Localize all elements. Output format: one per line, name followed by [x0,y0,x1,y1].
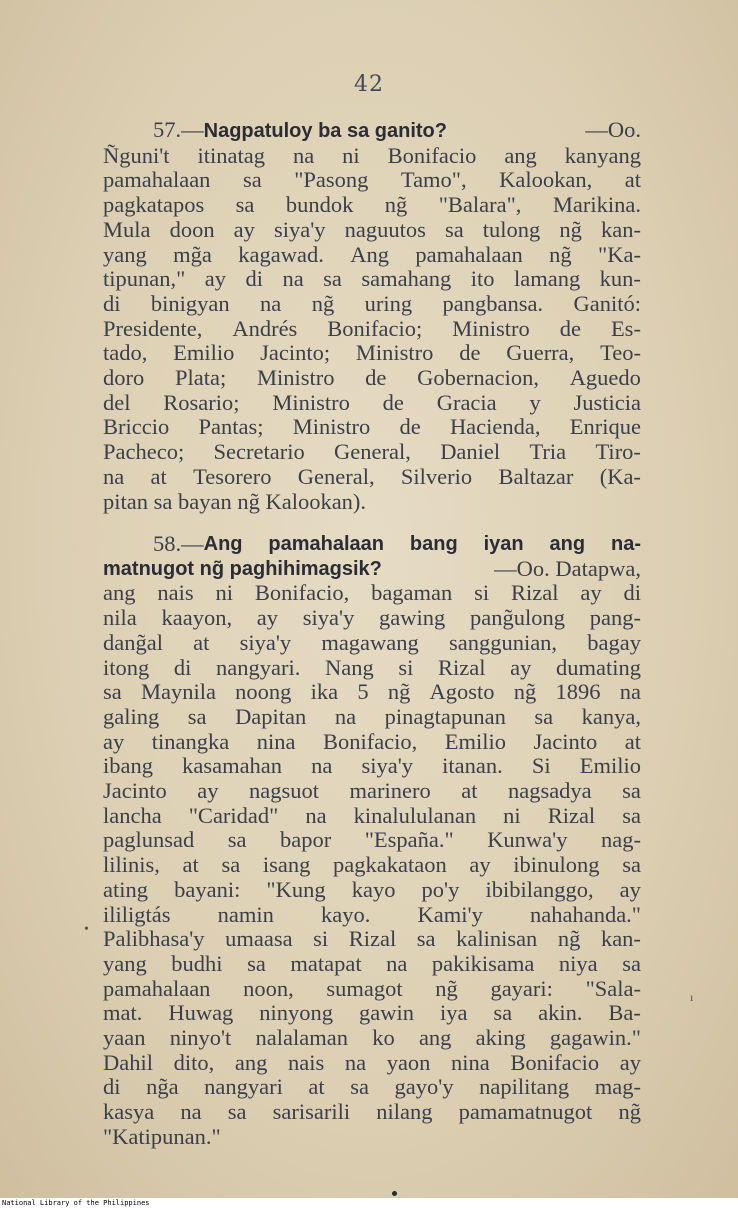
text-line: dang̃al at siya'y magawang sanggunian, bagay [103,629,641,655]
paragraph-58-question-line2-row [103,557,641,582]
text-line: tipunan," ay di na sa samahang ito lamang kun- [103,266,641,292]
text-line: ibang kasamahan na siya'y itanan. Si Emilio [103,753,641,779]
text-line: galing sa Dapitan na pinagtapunan sa kanya, [103,703,641,729]
paragraph-57-body [103,144,641,515]
text-line: pitan sa bayan ng̃ Kalookan). [103,488,367,514]
text-line: yaan ninyo't nalalaman ko ang aking gagawin." [103,1025,641,1051]
page-number: 42 [354,72,384,97]
text-line: di ng̃a nangyari at sa gayo'y napilitang mag- [103,1074,641,1100]
paragraph-58-question-line1: Ang pamahalaan bang iyan ang na- [203,533,641,555]
margin-mark-right: ı [690,990,694,1004]
paragraph-58-question-line2: matnugot ng̃ paghihimagsik? [103,557,382,580]
page-dot [392,1191,397,1196]
text-line: tado, Emilio Jacinto; Ministro de Guerra, Teo- [103,340,641,366]
text-line: Palibhasa'y umaasa si Rizal sa kalinisan ng̃ kan- [103,926,641,952]
text-line: kasya na sa sarisarili nilang pamamatnugot ng̃ [103,1099,641,1125]
text-line: nila kaayon, ay siya'y gawing pang̃ulong pang- [103,605,641,631]
text-line: Pacheco; Secretario General, Daniel Tria Tiro- [103,439,641,465]
paragraph-57 [103,118,641,514]
text-line: Ñguni't itinatag na ni Bonifacio ang kanyang [103,142,641,168]
text-line: pamahalaan sa "Pasong Tamo", Kalookan, at [103,167,641,193]
paragraph-58-answer-start: —Oo. Datapwa, [494,555,641,581]
paragraph-58-body [103,581,641,1149]
text-line: Briccio Pantas; Ministro de Hacienda, Enrique [103,414,641,440]
text-line: ililigtás namin kayo. Kami'y nahahanda." [103,901,641,927]
text-line: "Katipunan." [103,1123,221,1149]
text-line: pamahalaan noon, sumagot ng̃ gayari: "Sala- [103,975,641,1001]
text-line: paglunsad sa bapor "España." Kunwa'y nag- [103,827,641,853]
text-line: yang budhi sa matapat na pakikisama niya sa [103,950,641,976]
text-line: sa Maynila noong ika 5 ng̃ Agosto ng̃ 1896 na [103,679,641,705]
text-line: di binigyan na ng̃ uring pangbansa. Ganitó: [103,290,641,316]
footer-credit: National Library of the Philippines [2,1199,150,1207]
text-line: Presidente, Andrés Bonifacio; Ministro de Es- [103,315,641,341]
paragraph-58-number: 58.— [153,531,204,556]
text-line: ay tinangka nina Bonifacio, Emilio Jacinto at [103,728,641,754]
text-line: lilinis, at sa isang pagkakataon ay ibinulong sa [103,852,641,878]
text-line: del Rosario; Ministro de Gracia y Justicia [103,389,641,415]
text-line: itong di nangyari. Nang si Rizal ay dumating [103,654,641,680]
text-line: pagkatapos sa bundok ng̃ "Balara", Marikina. [103,192,641,218]
text-line: ating bayani: "Kung kayo po'y ibibilanggo, ay [103,876,641,902]
paragraph-58-heading-line [103,532,641,557]
paragraph-57-answer-start: —Oo. [585,117,641,142]
paragraph-57-question: Nagpatuloy ba sa ganito? [203,120,447,142]
text-line: doro Plata; Ministro de Gobernacion, Aguedo [103,365,641,391]
text-line: Jacinto ay nagsuot marinero at nagsadya sa [103,778,641,804]
text-line: Dahil dito, ang nais na yaon nina Bonifacio ay [103,1049,641,1075]
text-line: yang mg̃a kagawad. Ang pamahalaan ng̃ "Ka- [103,241,641,267]
margin-mark-left: • [84,922,89,937]
paragraph-57-heading-line [103,118,641,144]
text-line: Mula doon ay siya'y naguutos sa tulong ng̃ kan- [103,216,641,242]
text-line: na at Tesorero General, Silverio Baltazar (Ka- [103,463,641,489]
paragraph-57-number: 57.— [153,117,204,142]
paragraph-58 [103,532,641,1150]
text-line: mat. Huwag ninyong gawin iya sa akin. Ba- [103,1000,641,1026]
text-line: lancha "Caridad" na kinalululanan ni Rizal sa [103,802,641,828]
text-line: ang nais ni Bonifacio, bagaman si Rizal ay di [103,580,641,606]
